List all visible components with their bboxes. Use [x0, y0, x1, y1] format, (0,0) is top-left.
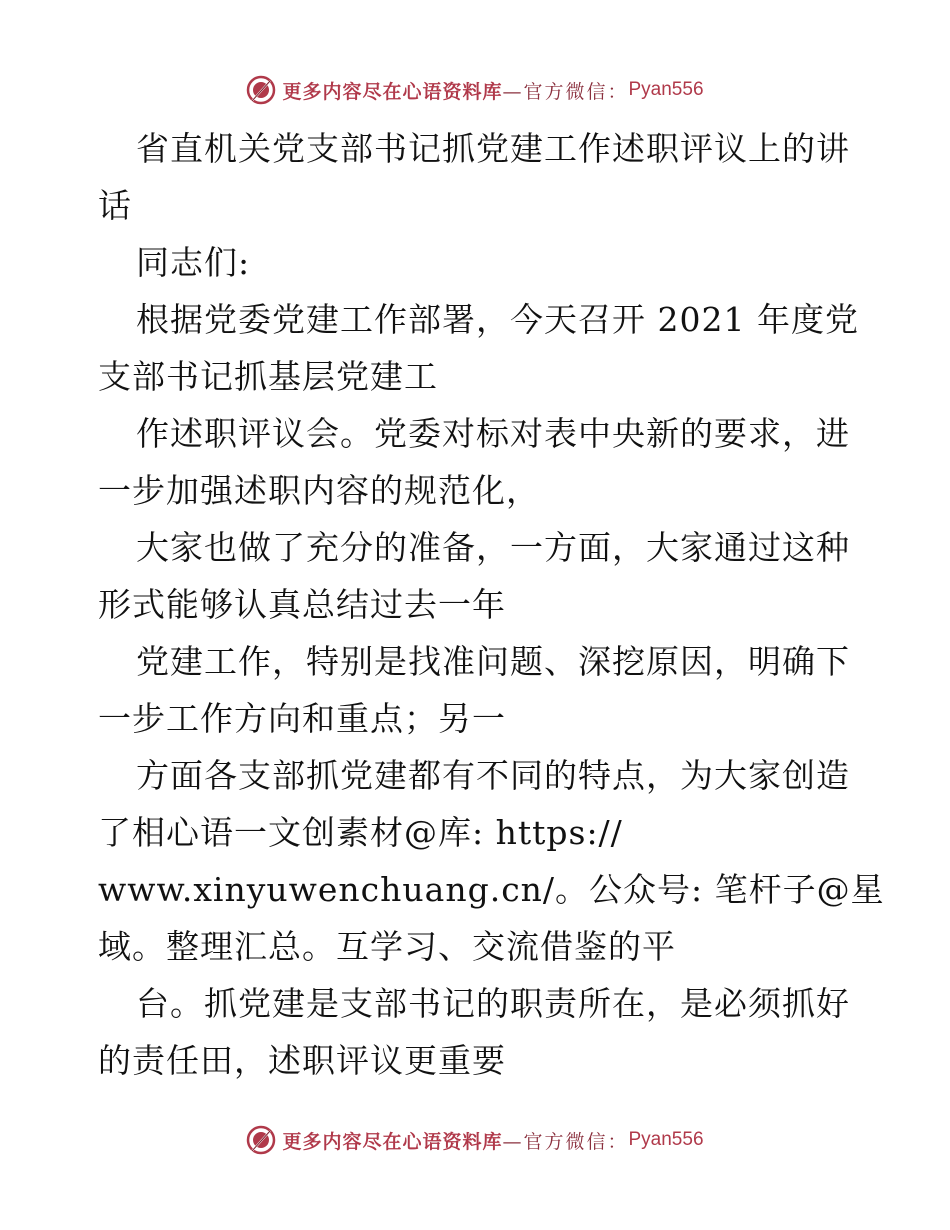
- header-separator-text: —官方微信：: [502, 80, 629, 103]
- body-line: 支部书记抓基层党建工: [98, 357, 438, 396]
- footer-wechat-id: Pyan556: [628, 1129, 704, 1150]
- document-body: [98, 120, 885, 1089]
- body-line: 党建工作，特别是找准问题、深挖原因，明确下: [136, 642, 850, 681]
- footer-brand-text: 更多内容尽在心语资料库: [282, 1130, 503, 1153]
- quill-logo-icon: [246, 75, 276, 105]
- body-line: 域。整理汇总。互学习、交流借鉴的平: [98, 927, 676, 966]
- body-line: 作述职评议会。党委对标对表中央新的要求，进: [136, 414, 850, 453]
- header-brand-text: 更多内容尽在心语资料库: [282, 80, 503, 103]
- header-banner: [0, 70, 950, 110]
- body-line: 了相心语一文创素材@库: https://: [98, 813, 623, 852]
- salutation: 同志们:: [136, 243, 251, 282]
- body-line: 一步工作方向和重点；另一: [98, 699, 506, 738]
- body-line: 台。抓党建是支部书记的职责所在，是必须抓好: [136, 984, 850, 1023]
- body-line: 的责任田，述职评议更重要: [98, 1041, 506, 1080]
- body-line: www.xinyuwenchuang.cn/。公众号: 笔杆子@星: [98, 870, 885, 909]
- body-line: 一步加强述职内容的规范化，: [98, 471, 540, 510]
- footer-separator-text: —官方微信：: [502, 1130, 629, 1153]
- header-wechat-id: Pyan556: [628, 79, 704, 100]
- body-line: 方面各支部抓党建都有不同的特点，为大家创造: [136, 756, 850, 795]
- document-title-line-1: 省直机关党支部书记抓党建工作述职评议上的讲: [136, 129, 850, 168]
- footer-banner: [0, 1120, 950, 1160]
- body-line: 大家也做了充分的准备，一方面，大家通过这种: [136, 528, 850, 567]
- body-line: 形式能够认真总结过去一年: [98, 585, 506, 624]
- quill-logo-icon: [246, 1125, 276, 1155]
- document-title-line-2: 话: [98, 186, 132, 225]
- body-line: 根据党委党建工作部署，今天召开 2021 年度党: [136, 300, 859, 339]
